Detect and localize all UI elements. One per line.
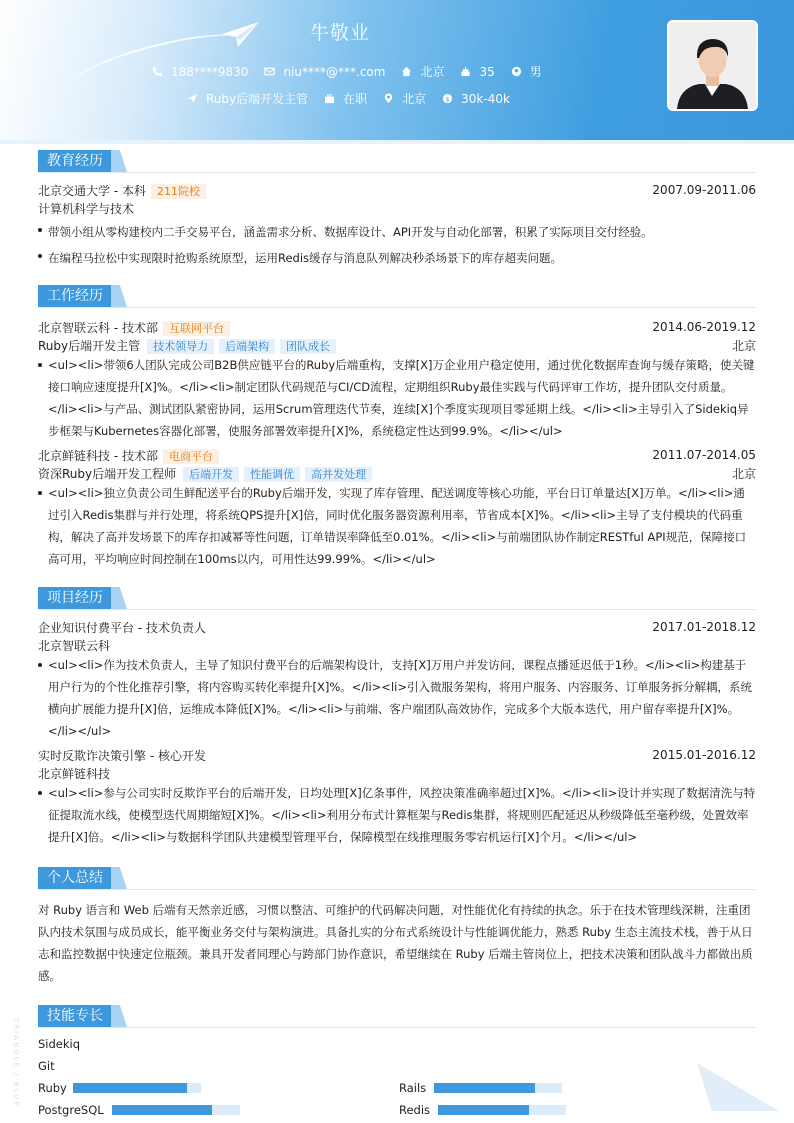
work-entry xyxy=(38,446,756,570)
skill-tag: 高并发处理 xyxy=(305,467,372,482)
skill-tag: 团队成长 xyxy=(280,339,336,354)
salary-text: 30k-40k xyxy=(461,91,510,106)
work-city: 北京 xyxy=(731,338,756,353)
rated-skills-row xyxy=(38,1077,756,1099)
major-text: 计算机科学与技术 xyxy=(38,201,135,216)
skill-bar-fill xyxy=(438,1105,529,1115)
email-item xyxy=(264,65,385,79)
position-item xyxy=(187,90,308,107)
skills-section xyxy=(38,1005,756,1121)
position-text: Ruby后端开发主管 xyxy=(206,92,309,106)
school-tag: 211院校 xyxy=(151,184,206,199)
section-tab-decoration xyxy=(111,150,127,172)
company-name: 北京鲜链科技 - 技术部 xyxy=(38,448,158,463)
contact-info-row xyxy=(152,63,558,80)
briefcase-icon xyxy=(324,93,335,104)
section-tab-decoration xyxy=(111,867,127,889)
work-section-header xyxy=(38,285,756,308)
status-text: 在职 xyxy=(343,92,368,106)
company-name: 北京智联云科 - 技术部 xyxy=(38,320,158,335)
map-pin-icon xyxy=(383,93,394,104)
section-title: 工作经历 xyxy=(38,285,112,307)
skill-bar-fill xyxy=(112,1105,212,1115)
skill-bar xyxy=(438,1105,566,1115)
project-title: 实时反欺诈决策引擎 - 核心开发 xyxy=(38,748,206,763)
status-item xyxy=(324,90,367,107)
section-title: 个人总结 xyxy=(38,867,112,889)
skill-bar xyxy=(112,1105,240,1115)
work-city: 北京 xyxy=(731,466,756,481)
role-row xyxy=(38,336,756,354)
home-icon xyxy=(401,66,412,77)
city-item xyxy=(383,90,426,107)
cake-icon xyxy=(460,66,471,77)
section-title: 技能专长 xyxy=(38,1005,112,1027)
profile-photo xyxy=(667,20,758,111)
work-header-row xyxy=(38,318,756,336)
location-item xyxy=(401,63,444,80)
summary-text: 对 Ruby 语言和 Web 后端有天然亲近感，习惯以整洁、可维护的代码解决问题，对性能优化有持续的执念。乐于在技术管理线深耕，注重团队内技术氛围与成员成长，能平衡业务交付与架构演进。具备扎实的分布式系统设计与性能调优能力，熟悉 Ruby 生态主流技术栈，善于从日志和监控数据中快速定位瓶颈。兼具开发者同理心与跨部门协作意识，希望继续在 Ruby 后端主管岗位上，把技术决策和团队战斗力都做出质感。 xyxy=(38,903,753,983)
industry-tag: 电商平台 xyxy=(163,449,219,464)
project-entry xyxy=(38,618,756,742)
section-title: 教育经历 xyxy=(38,150,112,172)
svg-text:$: $ xyxy=(445,95,450,104)
skill-name: Ruby xyxy=(38,1081,67,1095)
section-title: 项目经历 xyxy=(38,587,112,609)
gender-text: 男 xyxy=(529,65,542,79)
salary-item xyxy=(442,92,510,106)
list-item: <ul><li>参与公司实时反欺诈平台的后端开发，日均处理[X]亿条事件，风控决策准确率超过[X]%。</li><li>设计并实现了数据清洗与特征提取流水线，使模型迭代周期缩短[X]%。</li><li>利用分布式计算框架与Redis集群，将规则匹配延迟从秒级降低至毫秒级，处置效率提升[X]倍。</li><li>与数据科学团队共建模型管理平台，保障模型在线推理服务零宕机运行[X]个月。</li></ul> xyxy=(38,782,756,848)
city-text: 北京 xyxy=(402,92,427,106)
education-section xyxy=(38,150,756,271)
work-entry xyxy=(38,318,756,442)
skill-item: Sidekiq xyxy=(38,1037,81,1051)
industry-tag: 互联网平台 xyxy=(163,321,230,336)
project-title: 企业知识付费平台 - 技术负责人 xyxy=(38,620,206,635)
list-item: <ul><li>作为技术负责人，主导了知识付费平台的后端架构设计，支持[X]万用户并发访问，课程点播延迟低于1秒。</li><li>构建基于用户行为的个性化推荐引擎，将内容购买转化率提升[X]%。</li><li>引入微服务架构，将用户服务、内容服务、订单服务拆分解耦，系统横向扩展能力提升[X]倍，运维成本降低[X]%。</li><li>与前端、客户端团队高效协作，完成多个大版本迭代，用户留存率提升[X]%。</li></ul> xyxy=(38,654,756,742)
work-section xyxy=(38,285,756,570)
project-header-row xyxy=(38,618,756,636)
skill-bar-fill xyxy=(73,1083,187,1093)
email-icon xyxy=(264,66,275,77)
projects-section xyxy=(38,587,756,848)
work-description xyxy=(38,354,756,442)
role-title: 资深Ruby后端开发工程师 xyxy=(38,466,177,481)
gender-icon xyxy=(511,66,522,77)
header-banner xyxy=(0,0,794,140)
money-icon xyxy=(442,93,453,104)
list-item: 在编程马拉松中实现限时抢购系统原型，运用Redis缓存与消息队列解决秒杀场景下的库存超卖问题。 xyxy=(38,245,756,271)
education-bullets xyxy=(38,219,756,271)
age-item xyxy=(460,65,494,79)
skill-tag: 性能调优 xyxy=(244,467,300,482)
phone-icon xyxy=(152,66,163,77)
skill-tag: 后端架构 xyxy=(219,339,275,354)
project-description xyxy=(38,782,756,848)
skill-bar xyxy=(73,1083,201,1093)
project-entry xyxy=(38,746,756,848)
rated-skills-row xyxy=(38,1099,756,1121)
education-date: 2007.09-2011.06 xyxy=(652,183,756,197)
role-row xyxy=(38,464,756,482)
project-date: 2015.01-2016.12 xyxy=(652,748,756,762)
list-item: <ul><li>独立负责公司生鲜配送平台的Ruby后端开发，实现了库存管理、配送调度等核心功能，平台日订单量达[X]万单。</li><li>通过引入Redis集群与并行处理，将系统QPS提升[X]倍，同时优化服务器资源利用率，节省成本[X]%。</li><li>主导了支付模块的代码重构，解决了高并发场景下的库存扣减幂等性问题，订单错误率降低至0.01%。</li><li>与前端团队协作制定RESTful API规范，保障接口高可用，平均响应时间控制在100ms以内，可用性达99.99%。</li></ul> xyxy=(38,482,756,570)
school-name: 北京交通大学 - 本科 xyxy=(38,183,146,198)
work-date: 2011.07-2014.05 xyxy=(652,448,756,462)
work-header-row xyxy=(38,446,756,464)
education-section-header xyxy=(38,150,756,173)
skill-name: Rails xyxy=(399,1081,427,1095)
header-underline xyxy=(0,140,794,144)
role-title: Ruby后端开发主管 xyxy=(38,338,141,353)
skill-tag: 后端开发 xyxy=(183,467,239,482)
skill-bar xyxy=(434,1083,562,1093)
summary-section-header xyxy=(38,867,756,890)
work-description xyxy=(38,482,756,570)
education-header-row xyxy=(38,181,756,199)
avatar xyxy=(669,22,756,109)
projects-section-header xyxy=(38,587,756,610)
project-date: 2017.01-2018.12 xyxy=(652,620,756,634)
section-tab-decoration xyxy=(111,587,127,609)
job-intent-row xyxy=(187,90,526,107)
email-text: niu****@***.com xyxy=(283,64,386,79)
work-date: 2014.06-2019.12 xyxy=(652,320,756,334)
age-text: 35 xyxy=(479,64,495,79)
list-item: 带领小组从零构建校内二手交易平台，涵盖需求分析、数据库设计、API开发与自动化部署，积累了实际项目交付经验。 xyxy=(38,219,756,245)
project-description xyxy=(38,654,756,742)
summary-section xyxy=(38,867,756,987)
skill-item: Git xyxy=(38,1059,55,1073)
skill-tag: 技术领导力 xyxy=(147,339,214,354)
skill-item xyxy=(38,1077,399,1099)
send-icon xyxy=(187,93,198,104)
skill-item xyxy=(399,1099,566,1121)
project-company: 北京智联云科 xyxy=(38,638,111,653)
list-item: <ul><li>带领6人团队完成公司B2B供应链平台的Ruby后端重构，支撑[X]万企业用户稳定使用，通过优化数据库查询与缓存策略，使关键接口响应速度提升[X]%。</li><li>制定团队代码规范与CI/CD流程，定期组织Ruby最佳实践与代码评审工作坊，提升团队交付质量。</li><li>与产品、测试团队紧密协同，运用Scrum管理迭代节奏，连续[X]个季度实现项目零延期上线。</li><li>主导引入了Sidekiq异步框架与Kubernetes容器化部署，使服务部署效率提升[X]%，系统稳定性达到99.9%。</li></ul> xyxy=(38,354,756,442)
location-text: 北京 xyxy=(420,65,445,79)
skill-name: Redis xyxy=(399,1103,431,1117)
skill-name: PostgreSQL xyxy=(38,1103,104,1117)
section-tab-decoration xyxy=(111,285,127,307)
template-watermark: TRIANGLE / BLUE xyxy=(12,1018,20,1108)
skill-bar-fill xyxy=(434,1083,535,1093)
phone-item xyxy=(152,65,248,79)
project-company: 北京鲜链科技 xyxy=(38,766,111,781)
section-tab-decoration xyxy=(111,1005,127,1027)
skills-section-header xyxy=(38,1005,756,1028)
skill-item xyxy=(38,1099,399,1121)
project-header-row xyxy=(38,746,756,764)
candidate-name: 牛敬业 xyxy=(309,22,370,44)
gender-item xyxy=(511,63,542,80)
school-block xyxy=(38,182,206,199)
skill-item xyxy=(399,1077,562,1099)
phone-text: 188****9830 xyxy=(171,64,249,79)
